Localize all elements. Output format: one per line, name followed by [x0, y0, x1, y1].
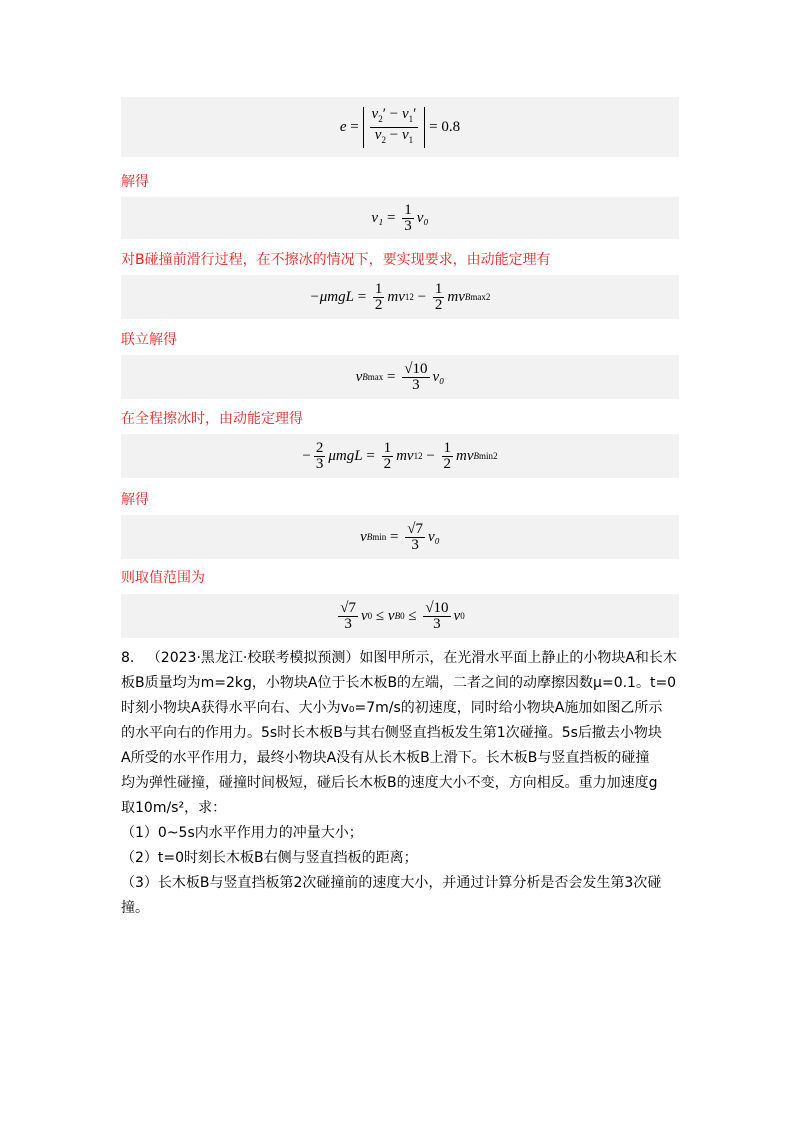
- label-jiede-1: 解得: [121, 174, 149, 190]
- equation-v1: v₁ = $\frac{1}{3}$ v₀: [121, 197, 679, 239]
- equation-restitution: e = $\frac{v_2' - v_1'}{v_2 - v_1}$ = 0.8: [121, 97, 679, 157]
- label-lianli: 联立解得: [121, 332, 177, 348]
- label-jiede-2: 解得: [121, 492, 149, 508]
- abs-value-bars: $\frac{v_2' - v_1'}{v_2 - v_1}$: [363, 107, 426, 148]
- problem-line-7: 取10m/s²，求：: [121, 800, 227, 816]
- problem-line-6: 均为弹性碰撞，碰撞时间极短，碰后长木板B的速度大小不变，方向相反。重力加速度g: [121, 775, 658, 791]
- equation-energy-no-scrub: −μmgL = $\frac{1}{2}$ mv 1 2 − $\frac{1}{2}$ mv Bmax 2: [121, 275, 679, 319]
- label-b-sliding: 对B碰撞前滑行过程，在不擦冰的情况下，要实现要求，由动能定理有: [121, 252, 551, 268]
- question-2: （2）t=0时刻长木板B右侧与竖直挡板的距离；: [121, 850, 418, 866]
- equation-vbmax: v Bmax = $\frac{√10}{3}$ v₀: [121, 355, 679, 399]
- question-3-cont: 撞。: [121, 900, 149, 916]
- equation-range: $\frac{√7}{3}$ v 0 ≤ v B0 ≤ $\frac{√10}{3}$ v 0: [121, 594, 679, 638]
- equation-vbmin: v Bmin = $\frac{√7}{3}$ v₀: [121, 515, 679, 559]
- problem-source: （2023·黑龙江·校联考模拟预测）: [146, 650, 360, 666]
- problem-8: [121, 646, 681, 921]
- problem-line-1: 8. （2023·黑龙江·校联考模拟预测）如图甲所示，在光滑水平面上静止的小物块A和长木: [121, 650, 677, 666]
- problem-line-5: A所受的水平作用力，最终小物块A没有从长木板B上滑下。长木板B与竖直挡板的碰撞: [121, 750, 650, 766]
- problem-line-4: 的水平向右的作用力。5s时长木板B与其右侧竖直挡板发生第1次碰撞。5s后撤去小物块: [121, 725, 662, 741]
- problem-line-3: 时刻小物块A获得水平向右、大小为v₀=7m/s的初速度，同时给小物块A施加如图乙所示: [121, 700, 663, 716]
- label-full-scrub: 在全程擦冰时，由动能定理得: [121, 411, 303, 427]
- equation-energy-full-scrub: − $\frac{2}{3}$ μmgL = $\frac{1}{2}$ mv 1 2 − $\frac{1}{2}$ mv Bmin 2: [121, 434, 679, 478]
- problem-line-2: 板B质量均为m=2kg，小物块A位于长木板B的左端，二者之间的动摩擦因数μ=0.1。t=0: [121, 675, 677, 691]
- problem-number: 8.: [121, 650, 135, 666]
- question-3: （3）长木板B与竖直挡板第2次碰撞前的速度大小，并通过计算分析是否会发生第3次碰: [121, 875, 662, 891]
- label-range: 则取值范围为: [121, 570, 205, 586]
- question-1: （1）0~5s内水平作用力的冲量大小；: [121, 825, 363, 841]
